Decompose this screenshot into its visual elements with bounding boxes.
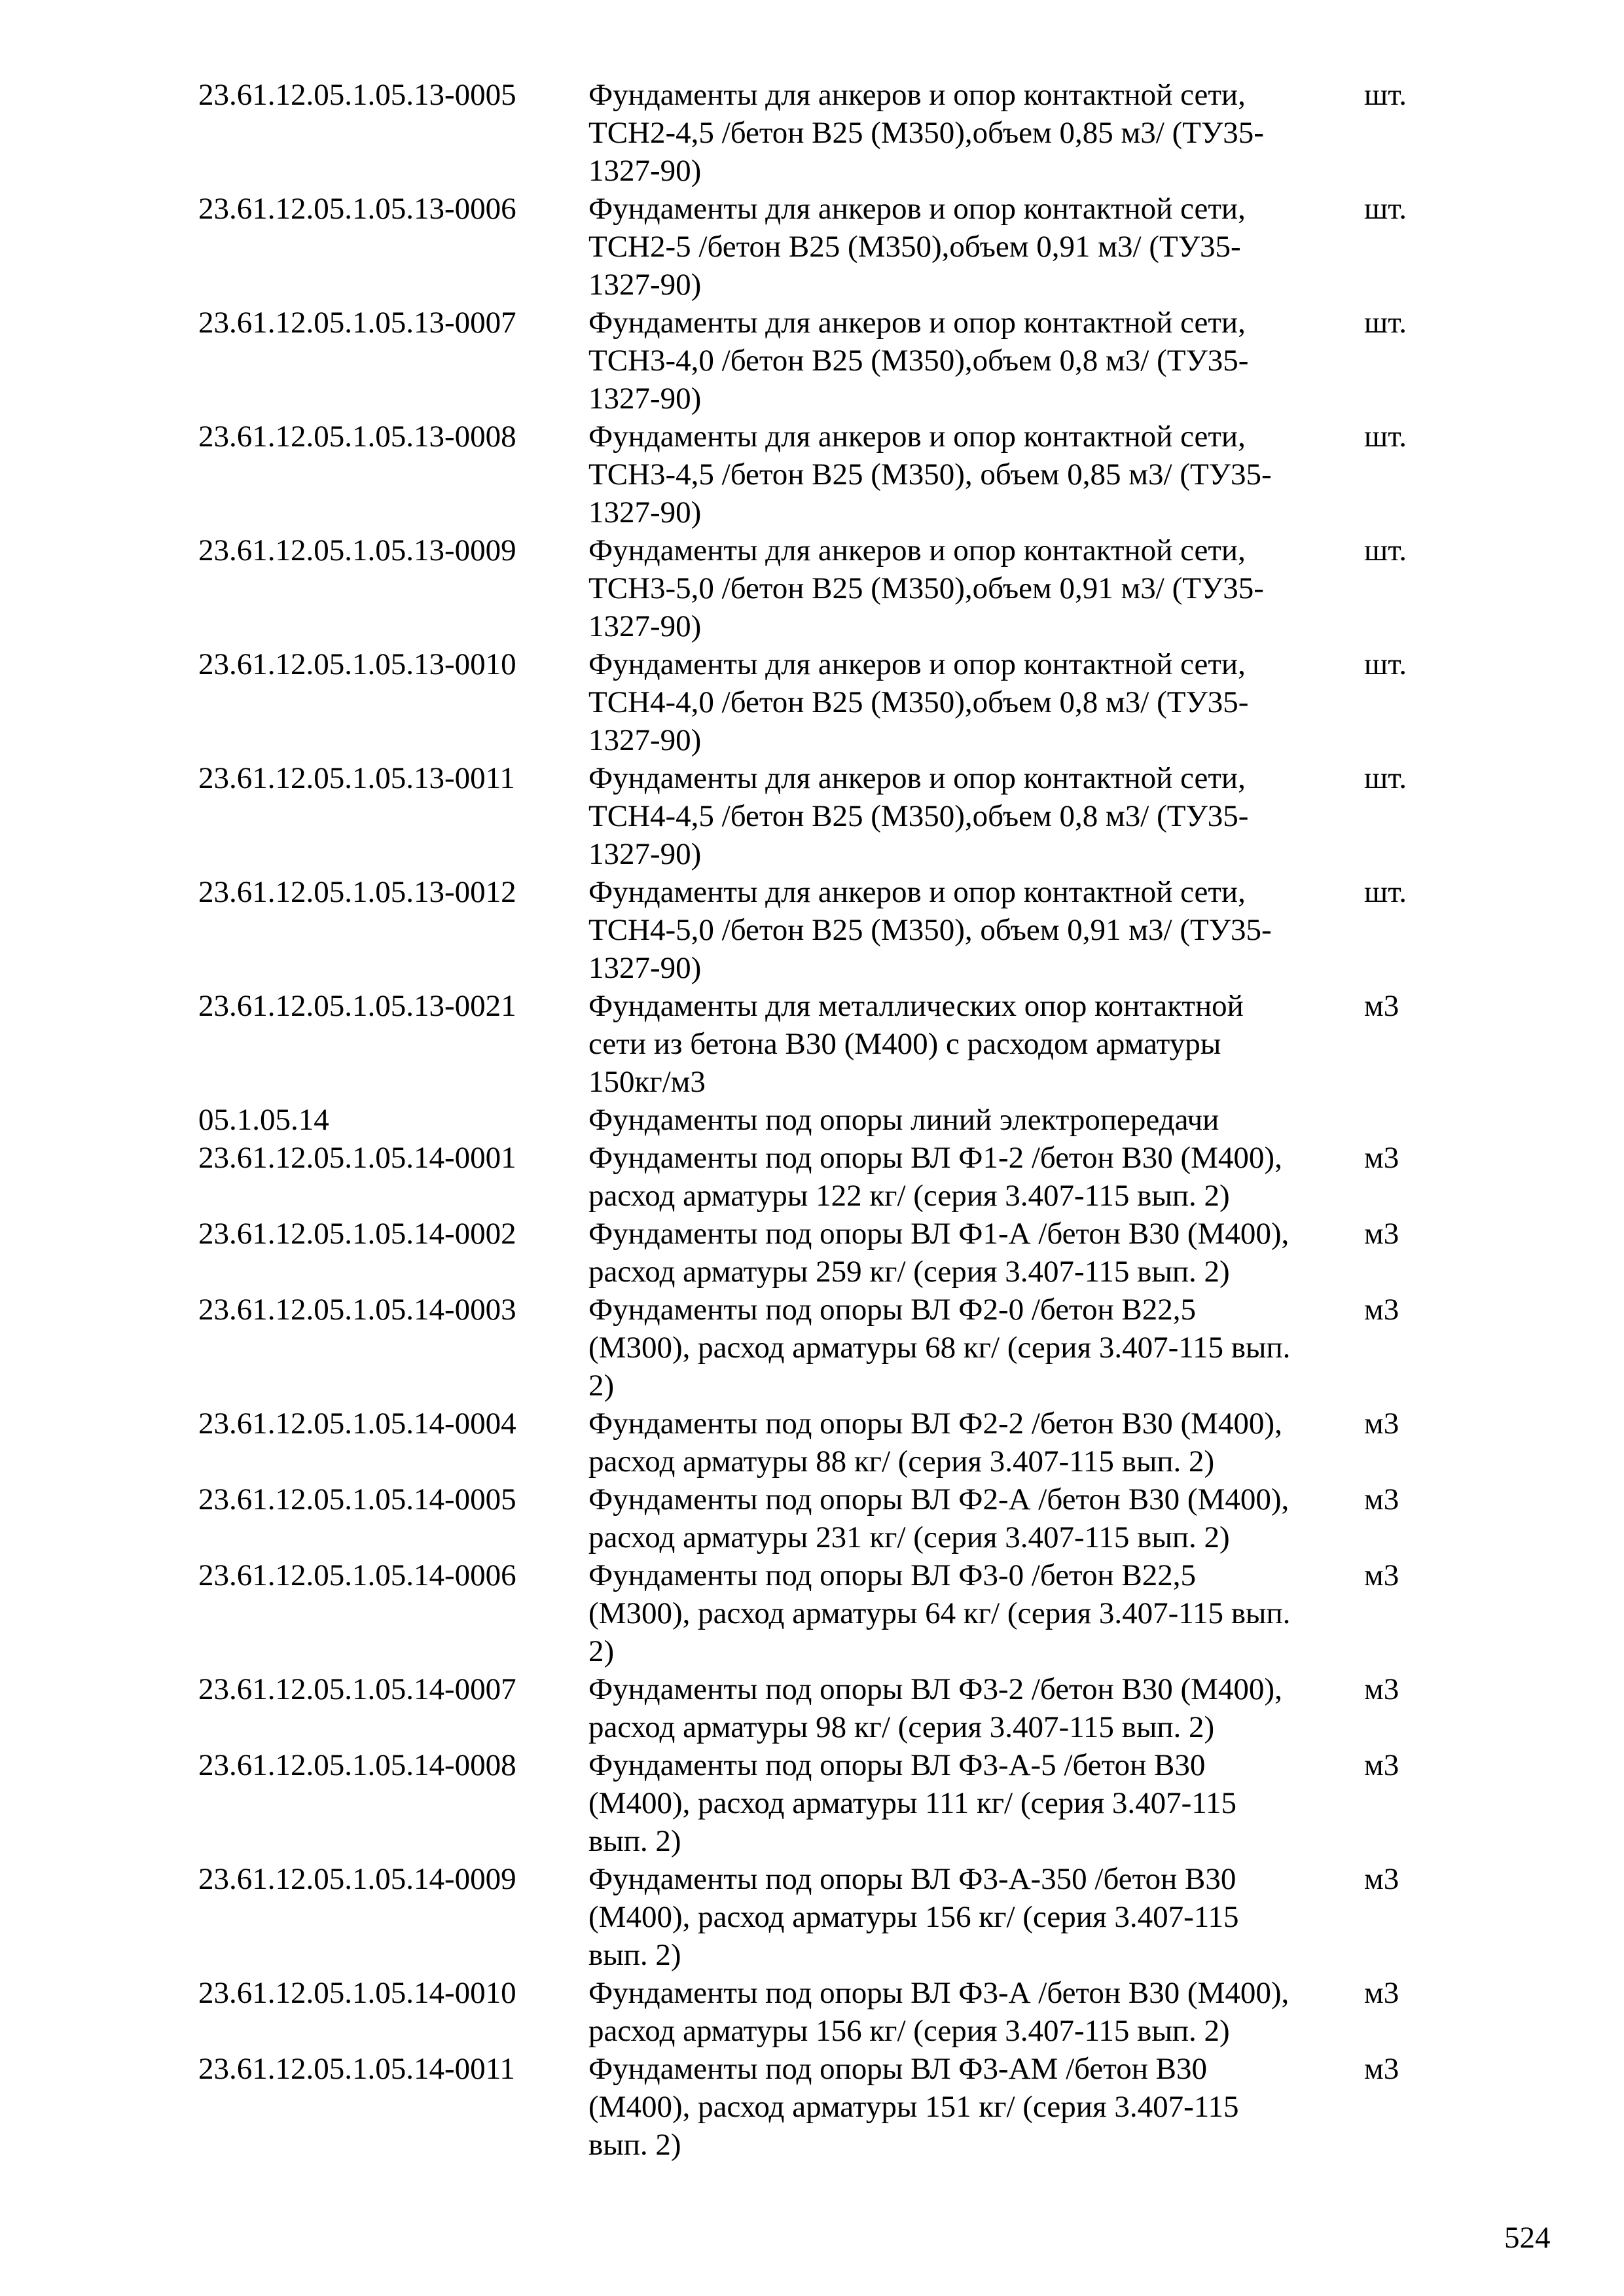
table-row — [198, 1860, 1442, 1974]
item-unit: шт. — [1364, 78, 1407, 112]
item-code: 23.61.12.05.1.05.13-0008 — [198, 420, 516, 454]
item-code: 23.61.12.05.1.05.14-0008 — [198, 1748, 516, 1782]
item-description: Фундаменты под опоры ВЛ Ф1-2 /бетон В30 (М400), расход арматуры 122 кг/ (серия 3.407-115 вып. 2) — [588, 1141, 1282, 1213]
item-code: 23.61.12.05.1.05.14-0004 — [198, 1407, 516, 1441]
item-unit: м3 — [1364, 1976, 1399, 2010]
item-code: 23.61.12.05.1.05.13-0011 — [198, 761, 515, 795]
item-description: Фундаменты для анкеров и опор контактной сети, ТСН4-4,5 /бетон В25 (М350),объем 0,8 м3/ (ТУ35- 1327-90) — [588, 761, 1249, 871]
item-description: Фундаменты для анкеров и опор контактной сети, ТСН2-5 /бетон В25 (М350),объем 0,91 м3/ (ТУ35- 1327-90) — [588, 192, 1246, 302]
item-code: 23.61.12.05.1.05.14-0010 — [198, 1976, 516, 2010]
item-code: 23.61.12.05.1.05.14-0001 — [198, 1141, 516, 1175]
item-code: 23.61.12.05.1.05.14-0002 — [198, 1217, 516, 1251]
table-row — [198, 873, 1442, 987]
item-description: Фундаменты под опоры ВЛ Ф3-2 /бетон В30 (М400), расход арматуры 98 кг/ (серия 3.407-115 вып. 2) — [588, 1672, 1282, 1744]
item-code: 23.61.12.05.1.05.13-0010 — [198, 647, 516, 681]
table-row — [198, 1480, 1442, 1556]
item-unit: шт. — [1364, 306, 1407, 340]
table-row — [198, 1139, 1442, 1215]
item-unit: м3 — [1364, 1748, 1399, 1782]
table-row — [198, 645, 1442, 759]
table-row — [198, 418, 1442, 531]
item-code: 23.61.12.05.1.05.14-0003 — [198, 1293, 516, 1327]
item-unit: шт. — [1364, 192, 1407, 226]
item-description: Фундаменты под опоры ВЛ Ф3-А-5 /бетон В30 (М400), расход арматуры 111 кг/ (серия 3.407-115 вып. 2) — [588, 1748, 1236, 1858]
item-code: 23.61.12.05.1.05.13-0007 — [198, 306, 516, 340]
table-row — [198, 1101, 1442, 1139]
item-unit: шт. — [1364, 420, 1407, 454]
item-description: Фундаменты под опоры ВЛ Ф1-А /бетон В30 (М400), расход арматуры 259 кг/ (серия 3.407-115 вып. 2) — [588, 1217, 1290, 1289]
table-row — [198, 190, 1442, 304]
item-code: 23.61.12.05.1.05.13-0006 — [198, 192, 516, 226]
item-code: 23.61.12.05.1.05.14-0007 — [198, 1672, 516, 1706]
table-row — [198, 1405, 1442, 1480]
item-description: Фундаменты под опоры линий электропередачи — [588, 1103, 1219, 1137]
item-description: Фундаменты для металлических опор контактной сети из бетона В30 (М400) с расходом арматуры 150кг/м3 — [588, 989, 1244, 1099]
item-unit: м3 — [1364, 989, 1399, 1023]
table-row — [198, 1670, 1442, 1746]
item-code: 23.61.12.05.1.05.13-0005 — [198, 78, 516, 112]
item-description: Фундаменты под опоры ВЛ Ф2-А /бетон В30 (М400), расход арматуры 231 кг/ (серия 3.407-115 вып. 2) — [588, 1482, 1290, 1554]
item-unit: м3 — [1364, 1217, 1399, 1251]
item-description: Фундаменты под опоры ВЛ Ф2-2 /бетон В30 (М400), расход арматуры 88 кг/ (серия 3.407-115 вып. 2) — [588, 1407, 1282, 1479]
item-code: 23.61.12.05.1.05.13-0012 — [198, 875, 516, 909]
item-description: Фундаменты для анкеров и опор контактной сети, ТСН4-4,0 /бетон В25 (М350),объем 0,8 м3/ (ТУ35- 1327-90) — [588, 647, 1249, 757]
item-unit: м3 — [1364, 1862, 1399, 1896]
item-unit: м3 — [1364, 1407, 1399, 1441]
item-code: 23.61.12.05.1.05.14-0005 — [198, 1482, 516, 1516]
item-unit: м3 — [1364, 2052, 1399, 2086]
item-unit: шт. — [1364, 533, 1407, 567]
item-unit: м3 — [1364, 1293, 1399, 1327]
item-unit: м3 — [1364, 1672, 1399, 1706]
table-row — [198, 1215, 1442, 1291]
item-description: Фундаменты под опоры ВЛ Ф2-0 /бетон В22,5 (М300), расход арматуры 68 кг/ (серия 3.407-115 вып. 2) — [588, 1293, 1291, 1403]
table-row — [198, 2050, 1442, 2164]
item-code: 23.61.12.05.1.05.14-0009 — [198, 1862, 516, 1896]
item-unit: м3 — [1364, 1558, 1399, 1592]
table-row — [198, 1746, 1442, 1860]
item-code: 23.61.12.05.1.05.13-0009 — [198, 533, 516, 567]
table-row — [198, 76, 1442, 190]
item-code: 23.61.12.05.1.05.14-0006 — [198, 1558, 516, 1592]
item-code: 23.61.12.05.1.05.14-0011 — [198, 2052, 515, 2086]
item-code: 23.61.12.05.1.05.13-0021 — [198, 989, 516, 1023]
item-description: Фундаменты под опоры ВЛ Ф3-0 /бетон В22,5 (М300), расход арматуры 64 кг/ (серия 3.407-115 вып. 2) — [588, 1558, 1291, 1668]
table-row — [198, 1556, 1442, 1670]
price-list-table — [198, 76, 1442, 2164]
item-code: 05.1.05.14 — [198, 1103, 329, 1137]
item-description: Фундаменты под опоры ВЛ Ф3-А-350 /бетон В30 (М400), расход арматуры 156 кг/ (серия 3.407-115 вып. 2) — [588, 1862, 1239, 1972]
table-row — [198, 531, 1442, 645]
item-unit: шт. — [1364, 761, 1407, 795]
item-unit: шт. — [1364, 875, 1407, 909]
item-description: Фундаменты для анкеров и опор контактной сети, ТСН4-5,0 /бетон В25 (М350), объем 0,91 м3/ (ТУ35- 1327-90) — [588, 875, 1272, 985]
table-row — [198, 1974, 1442, 2050]
table-row — [198, 759, 1442, 873]
item-unit: м3 — [1364, 1141, 1399, 1175]
item-description: Фундаменты под опоры ВЛ Ф3-А /бетон В30 (М400), расход арматуры 156 кг/ (серия 3.407-115 вып. 2) — [588, 1976, 1290, 2048]
item-description: Фундаменты под опоры ВЛ Ф3-АМ /бетон В30 (М400), расход арматуры 151 кг/ (серия 3.407-115 вып. 2) — [588, 2052, 1239, 2162]
item-unit — [1364, 1101, 1442, 1139]
page-number: 524 — [1504, 2221, 1551, 2255]
table-row — [198, 1291, 1442, 1405]
table-row — [198, 304, 1442, 418]
item-description: Фундаменты для анкеров и опор контактной сети, ТСН3-5,0 /бетон В25 (М350),объем 0,91 м3/ (ТУ35- 1327-90) — [588, 533, 1264, 643]
item-unit: шт. — [1364, 647, 1407, 681]
item-description: Фундаменты для анкеров и опор контактной сети, ТСН3-4,5 /бетон В25 (М350), объем 0,85 м3/ (ТУ35- 1327-90) — [588, 420, 1272, 529]
table-row — [198, 987, 1442, 1101]
item-description: Фундаменты для анкеров и опор контактной сети, ТСН2-4,5 /бетон В25 (М350),объем 0,85 м3/ (ТУ35- 1327-90) — [588, 78, 1264, 188]
item-description: Фундаменты для анкеров и опор контактной сети, ТСН3-4,0 /бетон В25 (М350),объем 0,8 м3/ (ТУ35- 1327-90) — [588, 306, 1249, 416]
item-unit: м3 — [1364, 1482, 1399, 1516]
